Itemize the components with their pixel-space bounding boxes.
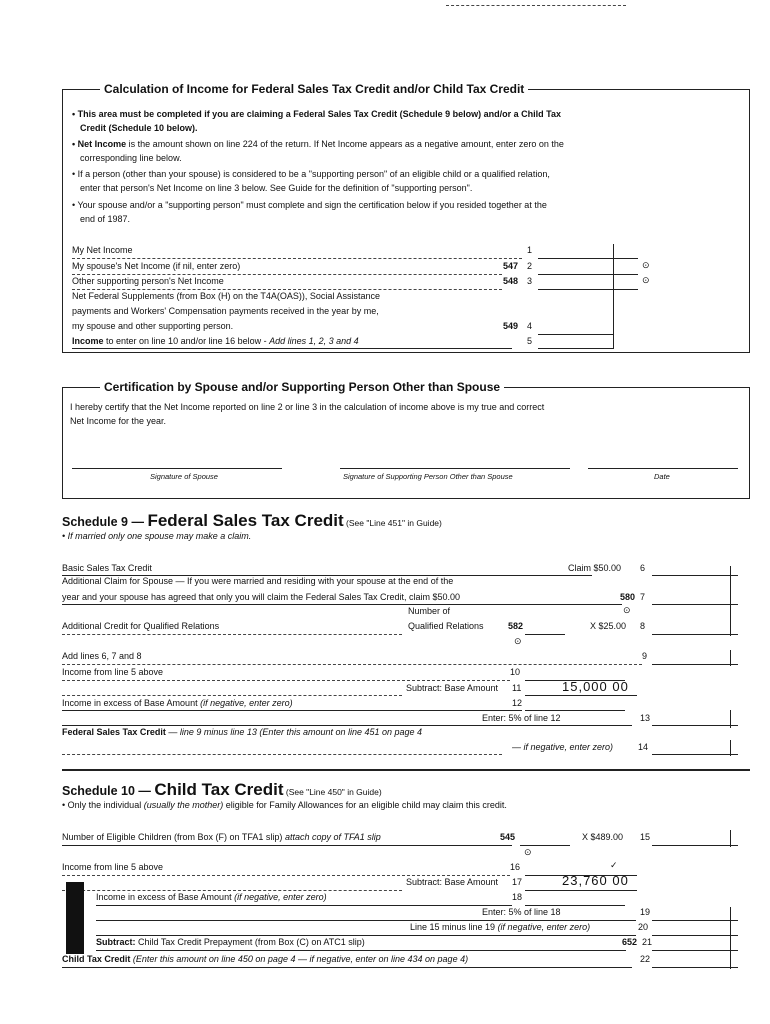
line-16-number: 16	[510, 862, 521, 872]
line-12-label: Income in excess of Base Amount (if negative, enter zero)	[62, 698, 293, 708]
line-6-number: 6	[640, 563, 646, 573]
line-12-field[interactable]	[525, 710, 625, 711]
line-18-field[interactable]	[525, 905, 625, 906]
schedule-9-note: • If married only one spouse may make a claim.	[62, 531, 252, 541]
column-rule	[730, 650, 731, 666]
line-19-field[interactable]	[652, 920, 738, 921]
line-14-number: 14	[638, 742, 649, 752]
line-14-label-cont: — if negative, enter zero)	[512, 742, 614, 752]
date-field[interactable]	[588, 468, 738, 469]
spouse-signature-field[interactable]	[72, 468, 282, 469]
bullet-3-cont: enter that person's Net Income on line 3 below. See Guide for the definition of "supporting person".	[80, 183, 473, 193]
circle-mark: ⊙	[623, 605, 631, 615]
base-amount-23760: 23,760 00	[562, 873, 629, 888]
line-9-field[interactable]	[652, 664, 738, 665]
line-4-label-b: payments and Workers' Compensation payments received in the year by me,	[72, 306, 379, 316]
circle-mark: ⊙	[642, 260, 650, 270]
bullet-1: • This area must be completed if you are claiming a Federal Sales Tax Credit (Schedule 9 below) and/or a Child Tax	[72, 109, 561, 119]
column-rule	[730, 740, 731, 756]
line-20-number: 20	[638, 922, 649, 932]
line-4-label-a: Net Federal Supplements (from Box (H) on the T4A(OAS)), Social Assistance	[72, 291, 380, 301]
certification-text: I hereby certify that the Net Income reported on line 2 or line 3 in the calculation of income above is my true and correct	[70, 402, 545, 412]
column-rule	[613, 244, 614, 348]
line-9-label: Add lines 6, 7 and 8	[62, 651, 142, 661]
line-3-leader	[72, 289, 502, 290]
line-13-label: Enter: 5% of line 12	[482, 713, 561, 723]
line-3-field[interactable]	[538, 289, 638, 290]
line-22-number: 22	[640, 954, 651, 964]
line-17-leader	[62, 890, 402, 891]
line-7-number: 7	[640, 592, 646, 602]
black-margin-bar	[66, 882, 84, 954]
line-22-field[interactable]	[652, 967, 738, 968]
line-1-label: My Net Income	[72, 245, 133, 255]
line-15-field[interactable]	[652, 845, 738, 846]
line-2-label: My spouse's Net Income (if nil, enter zero)	[72, 261, 241, 271]
line-8-field[interactable]	[652, 634, 738, 635]
line-21-rule	[96, 950, 626, 951]
line-15-label: Number of Eligible Children (from Box (F) on TFA1 slip) attach copy of TFA1 slip	[62, 832, 381, 842]
line-1-number: 1	[527, 245, 533, 255]
line-10-label: Income from line 5 above	[62, 667, 164, 677]
circle-mark: ⊙	[642, 275, 650, 285]
line-5-number: 5	[527, 336, 533, 346]
line-5-field[interactable]	[538, 348, 614, 349]
line-8-multiplier: X $25.00	[590, 621, 627, 631]
line-17-number: 17	[512, 877, 523, 887]
line-22-label: Child Tax Credit (Enter this amount on line 450 on page 4 — if negative, enter on line 434 on page 4)	[62, 954, 469, 964]
line-8-number: 8	[640, 621, 646, 631]
code-549: 549	[503, 321, 519, 331]
base-amount-15000: 15,000 00	[562, 679, 629, 694]
line-2-number: 2	[527, 261, 533, 271]
column-rule	[730, 566, 731, 636]
line-11-number: 11	[512, 683, 522, 693]
circle-mark: ⊙	[514, 636, 522, 646]
line-5-label: Income to enter on line 10 and/or line 16 below - Add lines 1, 2, 3 and 4	[72, 336, 359, 346]
line-20-rule	[96, 935, 636, 936]
qualified-relations-label-a: Number of	[408, 606, 451, 616]
code-545: 545	[500, 832, 516, 842]
line-14-leader	[62, 754, 502, 755]
supporting-signature-field[interactable]	[340, 468, 570, 469]
bullet-2-cont: corresponding line below.	[80, 153, 182, 163]
line-17-label: Subtract: Base Amount	[406, 877, 499, 887]
line-2-leader	[72, 274, 502, 275]
line-13-rule	[62, 725, 632, 726]
line-8-leader	[62, 634, 402, 635]
line-8-label: Additional Credit for Qualified Relations	[62, 621, 220, 631]
line-21-number: 21	[642, 937, 653, 947]
line-1-leader	[72, 258, 522, 259]
line-18-rule	[96, 905, 512, 906]
line-11-leader	[62, 695, 402, 696]
schedule-divider	[62, 769, 750, 771]
circle-mark: ⊙	[524, 847, 532, 857]
line-9-leader	[62, 664, 642, 665]
certification-text-cont: Net Income for the year.	[70, 416, 167, 426]
line-1-field[interactable]	[538, 258, 638, 259]
bullet-2: • Net Income is the amount shown on line 224 of the return. If Net Income appears as a negative amount, enter zero on the	[72, 139, 564, 149]
top-scan-mark	[446, 5, 626, 6]
line-7-field[interactable]	[652, 604, 738, 605]
code-548: 548	[503, 276, 519, 286]
line-19-number: 19	[640, 907, 651, 917]
line-6-field[interactable]	[652, 575, 738, 576]
qualified-relations-field[interactable]	[525, 634, 565, 635]
line-5-rule	[72, 348, 512, 349]
line-14-field[interactable]	[652, 754, 738, 755]
eligible-children-field[interactable]	[520, 845, 570, 846]
line-6-label: Basic Sales Tax Credit	[62, 563, 152, 573]
line-22-rule	[62, 967, 632, 968]
supporting-signature-label: Signature of Supporting Person Other than Spouse	[343, 472, 513, 481]
line-2-field[interactable]	[538, 274, 638, 275]
bullet-3: • If a person (other than your spouse) is considered to be a "supporting person" of an eligible child or a qualified relation,	[72, 169, 550, 179]
certification-title: Certification by Spouse and/or Supporting Person Other than Spouse	[100, 380, 504, 394]
line-19-rule	[96, 920, 636, 921]
bullet-4: • Your spouse and/or a "supporting person" must complete and sign the certification below if you resided together at the	[72, 200, 547, 210]
line-12-number: 12	[512, 698, 523, 708]
code-547: 547	[503, 261, 519, 271]
line-15-rule	[62, 845, 512, 846]
line-12-rule	[62, 710, 522, 711]
line-14-label: Federal Sales Tax Credit — line 9 minus line 13 (Enter this amount on line 451 on page 4	[62, 727, 423, 737]
check-mark: ✓	[610, 860, 618, 870]
schedule-9-title: Schedule 9 — Federal Sales Tax Credit (See "Line 451" in Guide)	[62, 511, 442, 530]
income-calculation-title: Calculation of Income for Federal Sales Tax Credit and/or Child Tax Credit	[100, 82, 528, 96]
line-3-number: 3	[527, 276, 533, 286]
line-13-number: 13	[640, 713, 651, 723]
line-13-field[interactable]	[652, 725, 738, 726]
line-21-label: Subtract: Child Tax Credit Prepayment (from Box (C) on ATC1 slip)	[96, 937, 365, 947]
line-18-label: Income in excess of Base Amount (if negative, enter zero)	[96, 892, 327, 902]
column-rule	[730, 907, 731, 969]
schedule-10-note: • Only the individual (usually the mother) eligible for Family Allowances for an eligible child may claim this credit.	[62, 800, 507, 810]
line-20-label: Line 15 minus line 19 (if negative, enter zero)	[410, 922, 591, 932]
line-15-multiplier: X $489.00	[582, 832, 624, 842]
line-15-number: 15	[640, 832, 651, 842]
column-rule	[730, 710, 731, 728]
bullet-1-cont: Credit (Schedule 10 below).	[80, 123, 198, 133]
code-580: 580	[620, 592, 636, 602]
qualified-relations-label-b: Qualified Relations	[408, 621, 484, 631]
date-label: Date	[654, 472, 670, 481]
line-19-label: Enter: 5% of line 18	[482, 907, 561, 917]
line-10-leader	[62, 680, 510, 681]
line-16-label: Income from line 5 above	[62, 862, 164, 872]
line-9-number: 9	[642, 651, 648, 661]
schedule-10-title: Schedule 10 — Child Tax Credit (See "Line 450" in Guide)	[62, 780, 382, 799]
line-11-field	[525, 695, 637, 696]
line-4-field[interactable]	[538, 334, 614, 335]
line-11-label: Subtract: Base Amount	[406, 683, 499, 693]
line-4-label-c: my spouse and other supporting person.	[72, 321, 234, 331]
line-6-claim: Claim $50.00	[568, 563, 622, 573]
line-17-field	[525, 890, 637, 891]
line-7-label-b: year and your spouse has agreed that only you will claim the Federal Sales Tax Credit, claim $50.00	[62, 592, 461, 602]
line-10-number: 10	[510, 667, 521, 677]
line-3-label: Other supporting person's Net Income	[72, 276, 224, 286]
line-7-rule	[62, 604, 622, 605]
bullet-4-cont: end of 1987.	[80, 214, 131, 224]
line-16-leader	[62, 875, 510, 876]
spouse-signature-label: Signature of Spouse	[150, 472, 218, 481]
line-20-field[interactable]	[652, 935, 738, 936]
code-582: 582	[508, 621, 524, 631]
line-21-field[interactable]	[652, 950, 738, 951]
code-652: 652	[622, 937, 638, 947]
line-7-label-a: Additional Claim for Spouse — If you were married and residing with your spouse at the end of the	[62, 576, 454, 586]
line-4-number: 4	[527, 321, 533, 331]
line-18-number: 18	[512, 892, 523, 902]
column-rule	[730, 830, 731, 847]
